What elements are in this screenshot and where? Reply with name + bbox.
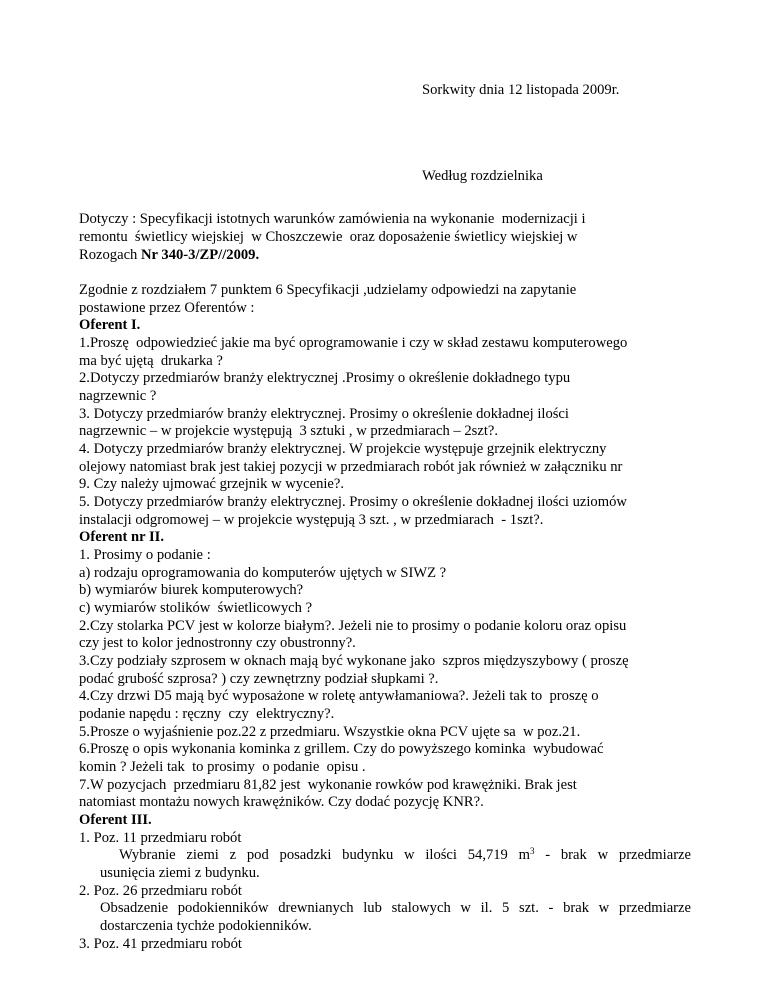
question-line: instalacji odgromowej – w projekcie występują 3 szt. , w przedmiarach - 1szt?. (79, 512, 544, 528)
question-line: 5.Prosze o wyjaśnienie poz.22 z przedmiaru. Wszystkie okna PCV ujęte sa w poz.21. (79, 724, 581, 740)
subject-place: Rozogach (79, 247, 142, 263)
item-text: Wybranie ziemi z pod posadzki budynku w ilości 54,719 $m^3$ - brak w przedmiarze (119, 846, 692, 863)
question-line: 4.Czy drzwi D5 mają być wyposażone w roletę antywłamaniowa?. Jeżeli tak to proszę o (79, 688, 599, 704)
oferent-1-heading: Oferent I. (79, 317, 141, 333)
question-line: 4. Dotyczy przedmiarów branży elektrycznej. W projekcie występuje grzejnik elektryczny (79, 441, 607, 457)
question-line: komin ? Jeżeli tak to prosimy o podanie opisu . (79, 759, 366, 775)
question-line: olejowy natomiast brak jest takiej pozycji w przedmiarach robót jak również w załączniku nr (79, 459, 623, 475)
item-text: Obsadzenie podokienników drewnianych lub stalowych w il. 5 szt. - brak w przedmiarze (100, 900, 691, 916)
question-line: 5. Dotyczy przedmiarów branży elektrycznej. Prosimy o określenie dokładnej ilości uziomów (79, 494, 627, 510)
recipient: Według rozdzielnika (422, 168, 543, 184)
question-line: c) wymiarów stolików świetlicowych ? (79, 600, 313, 616)
question-line: ma być ujętą drukarka ? (79, 353, 223, 369)
subject-line: Dotyczy : Specyfikacji istotnych warunków zamówienia na wykonanie modernizacji i (79, 211, 586, 227)
item-title: 2. Poz. 26 przedmiaru robót (79, 883, 242, 899)
intro-line: postawione przez Oferentów : (79, 300, 255, 316)
item-title: 3. Poz. 41 przedmiaru robót (79, 936, 242, 952)
question-line: 1. Prosimy o podanie : (79, 547, 211, 563)
question-line: b) wymiarów biurek komputerowych? (79, 582, 304, 598)
question-line: podanie napędu : ręczny czy elektryczny?. (79, 706, 335, 722)
question-line: 6.Proszę o opis wykonania kominka z grillem. Czy do powyższego kominka wybudować (79, 741, 604, 757)
question-line: nagrzewnic – w projekcie występują 3 sztuki , w przedmiarach – 2szt?. (79, 423, 499, 439)
place-date: Sorkwity dnia 12 listopada 2009r. (422, 82, 620, 98)
item-text: usunięcia ziemi z budynku. (100, 865, 260, 881)
reference-number: Nr 340-3/ZP//2009. (141, 247, 260, 263)
oferent-3-heading: Oferent III. (79, 812, 152, 828)
question-line: czy jest to kolor jednostronny czy obustronny?. (79, 635, 356, 651)
question-line: 9. Czy należy ujmować grzejnik w wycenie?. (79, 476, 345, 492)
question-line: 3.Czy podziały szprosem w oknach mają być wykonane jako szpros międzyszybowy ( proszę (79, 653, 629, 669)
question-line: podać grubość szprosa? ) czy zewnętrzny podział słupkami ?. (79, 671, 439, 687)
oferent-2-heading: Oferent nr II. (79, 529, 164, 545)
item-text: dostarczenia tychże podokienników. (100, 918, 312, 934)
question-line: 2.Czy stolarka PCV jest w kolorze białym?. Jeżeli nie to prosimy o podanie koloru oraz opisu (79, 618, 627, 634)
question-line: nagrzewnic ? (79, 388, 157, 404)
subject-line: remontu świetlicy wiejskiej w Choszczewie oraz doposażenie świetlicy wiejskiej w (79, 229, 578, 245)
question-line: 3. Dotyczy przedmiarów branży elektrycznej. Prosimy o określenie dokładnej ilości (79, 406, 569, 422)
question-line: 7.W pozycjach przedmiaru 81,82 jest wykonanie rowków pod krawężniki. Brak jest (79, 777, 577, 793)
question-line: a) rodzaju oprogramowania do komputerów ujętych w SIWZ ? (79, 565, 447, 581)
intro-line: Zgodnie z rozdziałem 7 punktem 6 Specyfikacji ,udzielamy odpowiedzi na zapytanie (79, 282, 577, 298)
question-line: natomiast montażu nowych krawężników. Czy dodać pozycję KNR?. (79, 794, 484, 810)
question-line: 1.Proszę odpowiedzieć jakie ma być oprogramowanie i czy w skład zestawu komputerowego (79, 335, 628, 351)
question-line: 2.Dotyczy przedmiarów branży elektrycznej .Prosimy o określenie dokładnego typu (79, 370, 571, 386)
subject-line (79, 247, 259, 265)
item-title: 1. Poz. 11 przedmiaru robót (79, 830, 242, 846)
